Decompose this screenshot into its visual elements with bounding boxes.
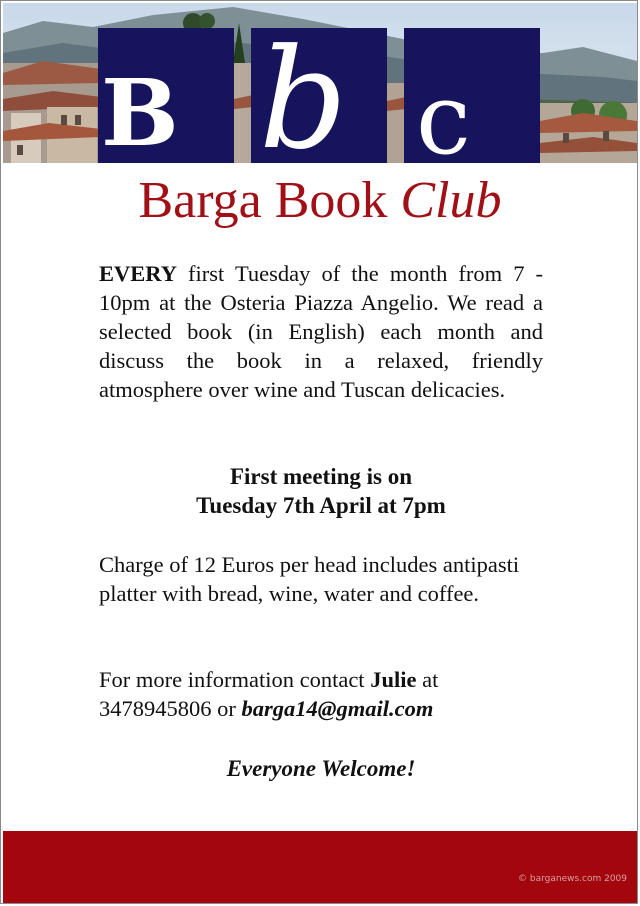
meeting-line-2: Tuesday 7th April at 7pm (196, 493, 446, 518)
logo-letter-b-italic: b (259, 19, 348, 180)
title-main: Barga Book (138, 172, 401, 229)
welcome-line: Everyone Welcome! (226, 756, 416, 781)
charge-paragraph: Charge of 12 Euros per head includes antipasti platter with bread, wine, water and coffee. (99, 552, 520, 606)
contact-name: Julie (370, 667, 417, 692)
logo-letter-b-upper: B (101, 59, 179, 167)
contact-paragraph (99, 665, 543, 723)
logo-letter-c: c (416, 63, 471, 177)
contact-email: barga14@gmail.com (241, 696, 434, 721)
title-club: Club (400, 172, 502, 229)
intro-body: first Tuesday of the month from 7 - 10pm at the Osteria Piazza Angelio. We read a selected book (in English) each month and discuss the book in a relaxed, friendly atmosphere over wine and Tuscan delicacies. (99, 261, 543, 402)
footer-band (3, 831, 637, 903)
contact-middle: at 3478945806 or (99, 667, 439, 721)
copyright-credit: © barganews.com 2009 (518, 874, 627, 884)
intro-paragraph (99, 259, 543, 404)
intro-lead: EVERY (99, 261, 177, 286)
contact-prefix: For more information contact (99, 667, 371, 692)
meeting-line-1: First meeting is on (229, 464, 413, 489)
poster-title (1, 171, 638, 231)
first-meeting (1, 462, 638, 520)
